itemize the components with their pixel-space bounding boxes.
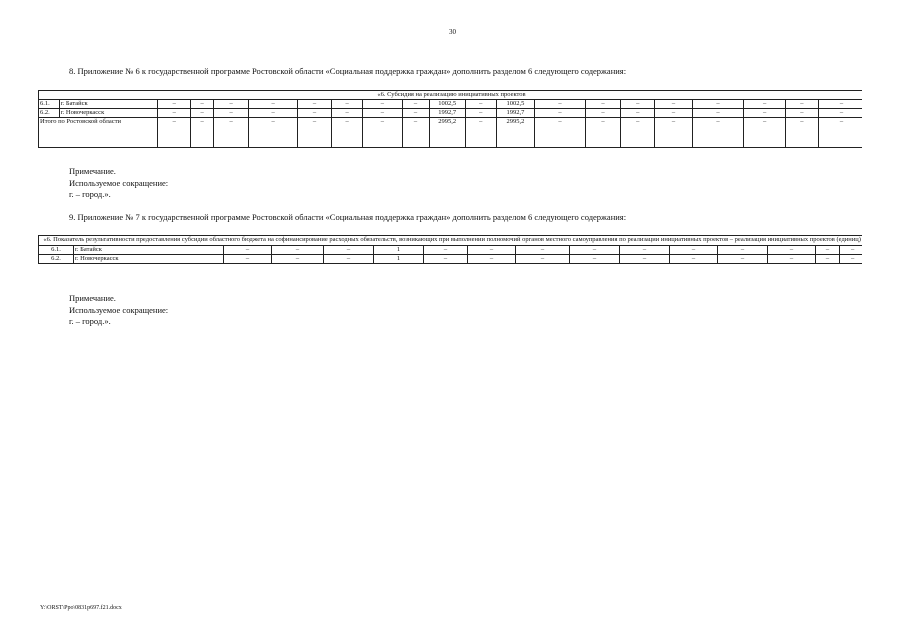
table-cell: – <box>332 109 363 118</box>
table-cell: – <box>249 109 298 118</box>
table-cell: – <box>465 100 496 109</box>
table-cell: – <box>585 118 620 148</box>
row-name: г. Новочеркасск <box>74 254 224 263</box>
table-cell: – <box>621 100 655 109</box>
table-cell: – <box>570 245 620 254</box>
table-cell: – <box>670 254 718 263</box>
table-cell: – <box>621 118 655 148</box>
table-cell: – <box>516 245 570 254</box>
table-cell: – <box>692 118 744 148</box>
row-number: 6.2. <box>39 254 74 263</box>
section-9-heading: 9. Приложение № 7 к государственной программе Ростовской области «Социальная поддержка граждан» дополнить разделом 6 следующего содержания: <box>69 212 627 222</box>
table-cell: – <box>655 109 692 118</box>
table-cell: – <box>249 118 298 148</box>
table-cell: – <box>655 100 692 109</box>
table-cell: – <box>670 245 718 254</box>
table-cell: – <box>158 118 191 148</box>
table-cell: – <box>718 245 768 254</box>
table-cell: – <box>818 118 864 148</box>
table-cell: 1 <box>374 245 424 254</box>
table-cell: – <box>224 254 272 263</box>
table-cell: – <box>465 118 496 148</box>
table-cell: – <box>297 100 331 109</box>
section-9-note <box>69 293 168 328</box>
table-cell: 1002,5 <box>496 100 534 109</box>
table-cell: 2995,2 <box>496 118 534 148</box>
table-cell: 1992,7 <box>496 109 534 118</box>
note-abbrev-label: Используемое сокращение: <box>69 177 169 188</box>
table-cell: – <box>402 100 429 109</box>
table-cell: – <box>191 100 214 109</box>
note-abbrev: г. – город.». <box>69 189 111 199</box>
table-cell: – <box>214 100 249 109</box>
table-cell: – <box>744 118 785 148</box>
table-cell: – <box>818 100 864 109</box>
table-cell: 2995,2 <box>429 118 465 148</box>
table-cell: – <box>768 254 816 263</box>
table-cell: 1002,5 <box>429 100 465 109</box>
table-cell: – <box>191 118 214 148</box>
note-title: Примечание. <box>69 293 116 303</box>
table-cell: 1 <box>374 254 424 263</box>
table-cell: – <box>744 100 785 109</box>
table-cell: – <box>585 109 620 118</box>
table-cell: – <box>785 100 818 109</box>
table-cell: – <box>535 100 586 109</box>
table-cell: – <box>332 118 363 148</box>
table-cell: – <box>468 245 516 254</box>
table-cell: – <box>816 245 840 254</box>
table-cell: – <box>424 254 468 263</box>
row-name: г. Батайск <box>74 245 224 254</box>
table-cell: – <box>158 100 191 109</box>
table-cell: – <box>816 254 840 263</box>
total-label: Итого по Ростовской области <box>39 118 158 148</box>
table-cell: – <box>620 245 670 254</box>
table-cell: – <box>332 100 363 109</box>
row-name: г. Новочеркасск <box>59 109 157 118</box>
table-cell: – <box>744 109 785 118</box>
note-abbrev-label: Используемое сокращение: <box>69 304 169 315</box>
table-cell: – <box>535 118 586 148</box>
table-cell: – <box>785 109 818 118</box>
table-cell: – <box>363 118 402 148</box>
note-abbrev: г. – город.». <box>69 316 111 326</box>
section-8-note <box>69 166 168 201</box>
table-cell: – <box>363 109 402 118</box>
table-row <box>39 245 866 254</box>
table-cell: – <box>692 109 744 118</box>
table-cell: – <box>768 245 816 254</box>
row-name: г. Батайск <box>59 100 157 109</box>
row-number: 6.1. <box>39 100 60 109</box>
table-cell: – <box>424 245 468 254</box>
table-cell: – <box>718 254 768 263</box>
table-cell: – <box>297 109 331 118</box>
table-cell: – <box>570 254 620 263</box>
subsidy-table-title: «6. Субсидия на реализацию инициативных проектов <box>39 91 865 100</box>
table-cell: – <box>585 100 620 109</box>
table-cell: – <box>272 254 324 263</box>
table-cell: – <box>191 109 214 118</box>
row-number: 6.1. <box>39 245 74 254</box>
table-cell: – <box>840 245 866 254</box>
table-row <box>39 109 865 118</box>
table-cell: – <box>224 245 272 254</box>
table-cell: – <box>158 109 191 118</box>
table-cell: – <box>297 118 331 148</box>
table-cell: – <box>621 109 655 118</box>
section-8-heading: 8. Приложение № 6 к государственной программе Ростовской области «Социальная поддержка граждан» дополнить разделом 6 следующего содержания: <box>69 66 627 76</box>
table-cell: – <box>363 100 402 109</box>
table-cell: – <box>785 118 818 148</box>
table-cell: – <box>840 254 866 263</box>
note-title: Примечание. <box>69 166 116 176</box>
indicator-table-title: «6. Показатель результативности предоставления субсидии областного бюджета на софинансирование расходных обязательств, возникающих при выполнении полномочий органов местного самоуправления по реализации инициативных проектов – реализация инициативных проектов (единиц) <box>39 236 866 246</box>
table-cell: – <box>468 254 516 263</box>
table-row <box>39 254 866 263</box>
table-cell: 1992,7 <box>429 109 465 118</box>
table-cell: – <box>272 245 324 254</box>
table-cell: – <box>402 118 429 148</box>
table-cell: – <box>655 118 692 148</box>
table-cell: – <box>214 109 249 118</box>
page-number: 30 <box>449 28 456 36</box>
table-cell: – <box>535 109 586 118</box>
row-number: 6.2. <box>39 109 60 118</box>
table-cell: – <box>692 100 744 109</box>
table-cell: – <box>620 254 670 263</box>
subsidy-table <box>38 90 865 148</box>
table-cell: – <box>516 254 570 263</box>
table-cell: – <box>214 118 249 148</box>
table-total-row <box>39 118 865 148</box>
table-cell: – <box>402 109 429 118</box>
table-cell: – <box>324 254 374 263</box>
table-cell: – <box>324 245 374 254</box>
table-cell: – <box>465 109 496 118</box>
table-cell: – <box>249 100 298 109</box>
file-path-footer: Y:\ORST\Ppo\0831p697.f21.docx <box>40 605 122 611</box>
table-cell: – <box>818 109 864 118</box>
indicator-table <box>38 235 866 264</box>
table-row <box>39 100 865 109</box>
